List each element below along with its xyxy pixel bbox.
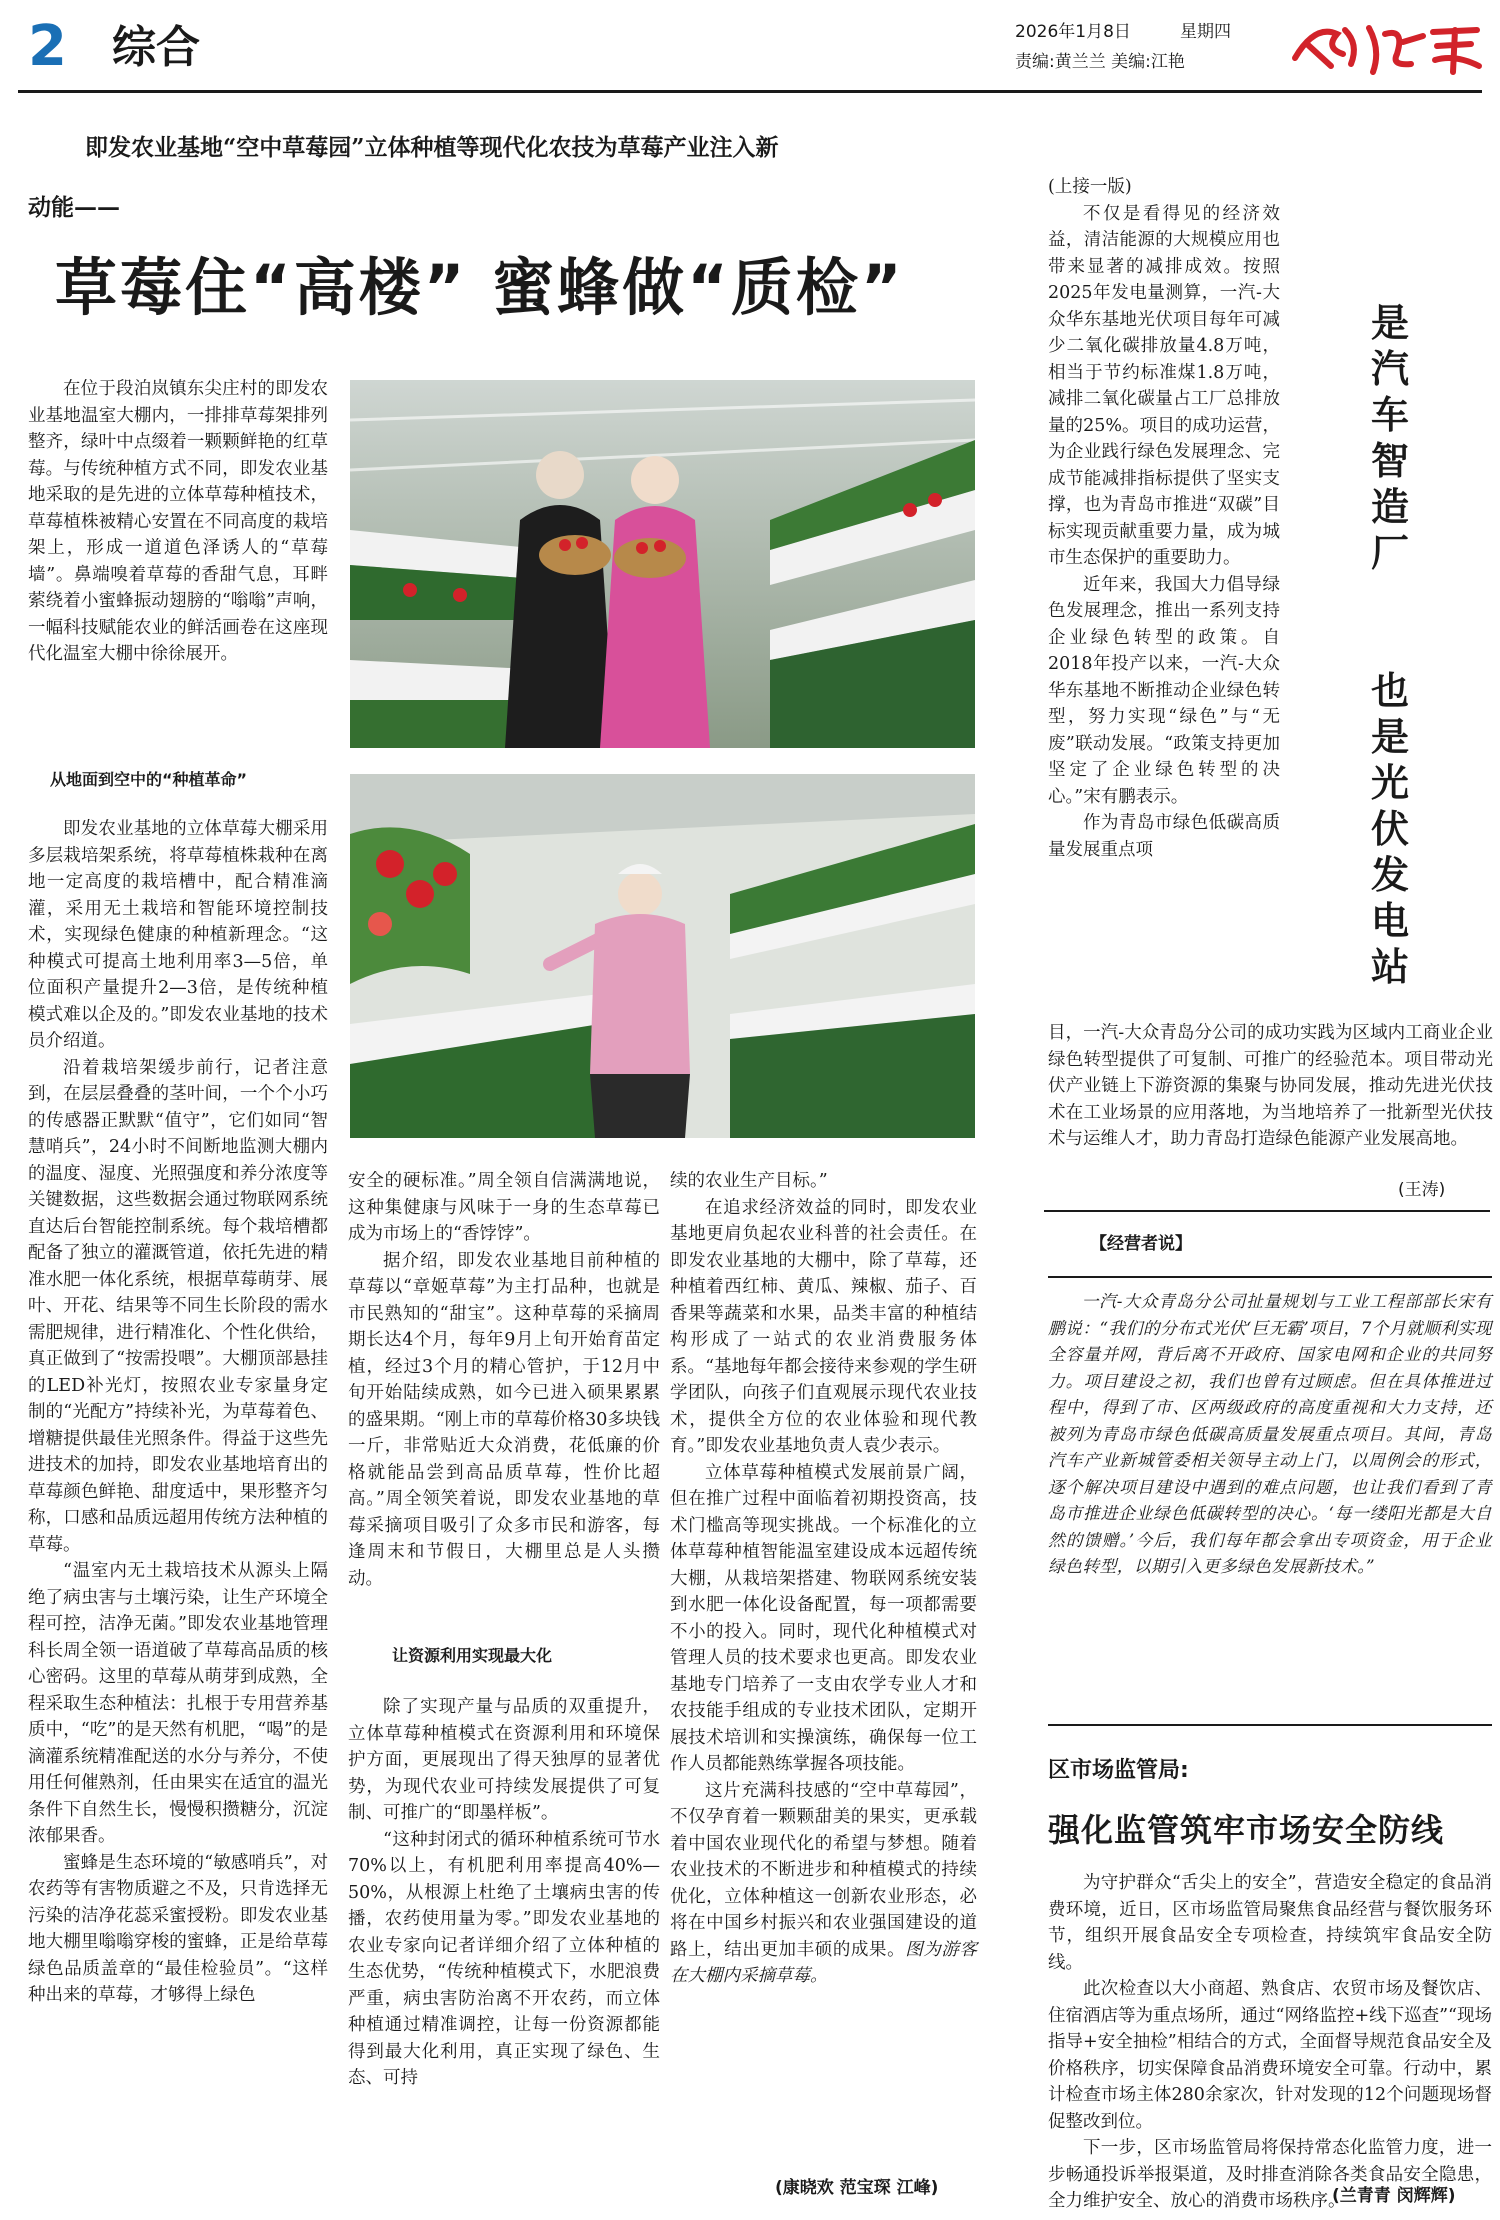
main-column-3	[670, 1168, 977, 2208]
header-rule	[18, 90, 1482, 93]
paragraph: 目，一汽-大众青岛分公司的成功实践为区域内工商业企业绿色转型提供了可复制、可推广的经验范本。项目带动光伏产业链上下游资源的集聚与协同发展，推动先进光伏技术在工业场景的应用落地，为当地培养了一批新型光伏技术与运维人才，助力青岛打造绿色能源产业发展高地。	[1048, 1023, 1493, 1149]
section-rule	[1044, 1210, 1490, 1212]
section-title: 综合	[112, 22, 200, 73]
intro-paragraph: 在位于段泊岚镇东尖庄村的即发农业基地温室大棚内，一排排草莓架排列整齐，绿叶中点缀着一颗颗鲜艳的红草莓。与传统种植方式不同，即发农业基地采取的是先进的立体草莓种植技术，草莓植株被精心安置在不同高度的栽培架上，形成一道道色泽诱人的“草莓墙”。鼻端嗅着草莓的香甜气息，耳畔萦绕着小蜜蜂振动翅膀的“嗡嗡”声响，一幅科技赋能农业的鲜活画卷在这座现代化温室大棚中徐徐展开。	[28, 379, 328, 664]
side-headline-char: 造	[1370, 485, 1409, 529]
side-byline: (王涛)	[1398, 1180, 1446, 1200]
paragraph-text: 这片充满科技感的“空中草莓园”，不仅孕育着一颗颗甜美的果实，更承载着中国农业现代化的希望与梦想。随着农业技术的不断进步和种植模式的持续优化，立体种植这一创新农业形态，必将在中国乡村振兴和农业强国建设的道路上，结出更加丰硕的成果。	[670, 1780, 977, 1960]
main-column-1	[28, 816, 328, 2196]
side-headline-char: 站	[1370, 945, 1409, 989]
paragraph: 近年来，我国大力倡导绿色发展理念，推出一系列支持企业绿色转型的政策。自2018年投产以来，一汽-大众华东基地不断推动企业绿色转型，努力实现“绿色”与“无废”联动发展。“政策支持更加坚定了企业绿色转型的决心。”宋有鹏表示。	[1048, 574, 1280, 807]
masthead-logo	[1285, 14, 1485, 80]
photo-caption: 图为游客在大棚内采摘草莓。	[670, 1939, 977, 1986]
main-intro	[28, 376, 328, 668]
paragraph: 作为青岛市绿色低碳高质量发展重点项	[1048, 813, 1280, 860]
side-headline-char: 厂	[1370, 531, 1409, 575]
quote-paragraph: 一汽-大众青岛分公司扯量规划与工业工程部部长宋有鹏说：“我们的分布式光伏‘巨无霸’项目，7个月就顺利实现全容量并网，背后离不开政府、国家电网和企业的共同努力。项目建设之初，我们也曾有过顾虑。但在具体推进过程中，得到了市、区两级政府的高度重视和大力支持，还被列为青岛市绿色低碳高质量发展重点项目。其间，青岛汽车产业新城管委相关领导主动上门，以周例会的形式，逐个解决项目建设中遇到的难点问题，也让我们看到了青岛市推进企业绿色低碳转型的决心。‘每一缕阳光都是大自然的馈赠。’今后，我们每年都会拿出专项资金，用于企业绿色转型，以期引入更多绿色发展新技术。”	[1048, 1291, 1492, 1576]
side-headline-char: 是	[1370, 715, 1409, 759]
side-headline-char: 伏	[1370, 807, 1409, 851]
paragraph: 除了实现产量与品质的双重提升，立体草莓种植模式在资源利用和环境保护方面，更展现出了得天独厚的显著优势，为现代农业可持续发展提供了可复制、可推广的“即墨样板”。	[348, 1697, 660, 1823]
page-number: 2	[28, 14, 67, 79]
side-column	[1048, 174, 1280, 863]
main-byline: (康晓欢 范宝琛 江峰)	[775, 2178, 939, 2198]
photo-greenhouse-visitors	[350, 380, 975, 748]
photo-visitors-image	[350, 380, 975, 748]
quote-box-text	[1048, 1288, 1492, 1580]
market-byline: (兰青青 闵辉辉)	[1332, 2186, 1456, 2206]
paragraph	[670, 1778, 977, 1990]
main-headline: 草莓住“高楼” 蜜蜂做“质检”	[55, 251, 905, 324]
main-subhead-1: 从地面到空中的“种植革命”	[50, 770, 248, 789]
market-headline: 强化监管筑牢市场安全防线	[1048, 1811, 1445, 1849]
side-headline-char: 汽	[1370, 347, 1409, 391]
box-label: 【经营者说】	[1090, 1234, 1192, 1254]
market-body	[1048, 1870, 1492, 2215]
side-headline-char: 也	[1370, 669, 1409, 713]
paragraph: 下一步，区市场监管局将保持常态化监管力度，进一步畅通投诉举报渠道，及时排查消除各类食品安全隐患，全力维护安全、放心的消费市场秩序。	[1048, 2138, 1492, 2211]
main-kicker: 即发农业基地“空中草莓园”立体种植等现代化农技为草莓产业注入新	[85, 134, 779, 161]
main-subhead-2: 让资源利用实现最大化	[392, 1646, 553, 1665]
paragraph: 立体草莓种植模式发展前景广阔，但在推广过程中面临着初期投资高，技术门槛高等现实挑战。一个标准化的立体草莓种植智能温室建设成本远超传统大棚，从栽培架搭建、物联网系统安装到水肥一体化设备配置，每一项都需要不小的投入。同时，现代化种植模式对管理人员的技术要求也更高。即发农业基地专门培养了一支由农学专业人才和农技能手组成的专业技术团队，定期开展技术培训和实操演练，确保每一位工作人员都能熟练掌握各项技能。	[670, 1462, 977, 1774]
continued-note: (上接一版)	[1048, 177, 1132, 197]
side-headline	[1350, 300, 1430, 990]
issue-date: 2026年1月8日	[1015, 22, 1131, 42]
side-headline-char: 车	[1370, 393, 1409, 437]
masthead-calligraphy-icon	[1285, 14, 1485, 80]
paragraph: 续的农业生产目标。”	[670, 1171, 828, 1191]
side-wide-paragraph	[1048, 1020, 1493, 1153]
photo-picking-image	[350, 774, 975, 1138]
paragraph: 在追求经济效益的同时，即发农业基地更肩负起农业科普的社会责任。在即发农业基地的大棚中，除了草莓，还种植着西红柿、黄瓜、辣椒、茄子、百香果等蔬菜和水果，品类丰富的种植结构形成了一站式的农业消费服务体系。“基地每年都会接待来参观的学生研学团队，向孩子们直观展示现代农业技术，提供全方位的农业体验和现代教育。”即发农业基地负责人袁少表示。	[670, 1197, 977, 1456]
issue-weekday: 星期四	[1180, 22, 1231, 42]
side-headline-char: 电	[1370, 899, 1409, 943]
main-kicker-cont: 动能——	[28, 194, 120, 221]
editors-credit: 责编:黄兰兰 美编:江艳	[1015, 52, 1185, 72]
side-headline-char: 发	[1370, 853, 1409, 897]
paragraph: 即发农业基地的立体草莓大棚采用多层栽培架系统，将草莓植株栽种在离地一定高度的栽培槽中，配合精准滴灌，采用无土栽培和智能环境控制技术，实现绿色健康的种植新理念。“这种模式可提高土地利用率3—5倍，单位面积产量提升2—3倍，是传统种植模式难以企及的。”即发农业基地的技术员介绍道。	[28, 819, 328, 1051]
side-headline-char	[1350, 622, 1430, 668]
paragraph: 沿着栽培架缓步前行，记者注意到，在层层叠叠的茎叶间，一个个小巧的传感器正默默“值守”，它们如同“智慧哨兵”，24小时不间断地监测大棚内的温度、湿度、光照强度和养分浓度等关键数据，这些数据会通过物联网系统直达后台智能控制系统。每个栽培槽都配备了独立的灌溉管道，依托先进的精准水肥一体化系统，根据草莓萌芽、展叶、开花、结果等不同生长阶段的需水需肥规律，进行精准化、个性化供给，真正做到了“按需投喂”。大棚顶部悬挂的LED补光灯，按照农业专家量身定制的“光配方”持续补光，为草莓着色、增糖提供最佳光照条件。得益于这些先进技术的加持，即发农业基地培育出的草莓颜色鲜艳、甜度适中，果形整齐匀称，口感和品质远超用传统方法种植的草莓。	[28, 1057, 328, 1555]
paragraph: 为守护群众“舌尖上的安全”，营造安全稳定的食品消费环境，近日，区市场监管局聚焦食品经营与餐饮服务环节，组织开展食品安全专项检查，持续筑牢食品安全防线。	[1048, 1873, 1492, 1973]
main-column-2b	[348, 1694, 660, 2092]
paragraph: “温室内无土栽培技术从源头上隔绝了病虫害与土壤污染，让生产环境全程可控，洁净无菌。”即发农业基地管理科长周全领一语道破了草莓高品质的核心密码。这里的草莓从萌芽到成熟，全程采取生态种植法：扎根于专用营养基质中，“吃”的是天然有机肥，“喝”的是滴灌系统精准配送的水分与养分，不使用任何催熟剂，任由果实在适宜的温光条件下自然生长，慢慢积攒糖分，沉淀浓郁果香。	[28, 1561, 328, 1846]
paragraph: “这种封闭式的循环种植系统可节水70%以上，有机肥利用率提高40%—50%，从根源上杜绝了土壤病虫害的传播，农药使用量为零。”即发农业基地的农业专家向记者详细介绍了立体种植的生态优势，“传统种植模式下，水肥浪费严重，病虫害防治离不开农药，而立体种植通过精准调控，让每一份资源都能得到最大化利用，真正实现了绿色、生态、可持	[348, 1829, 660, 2088]
side-headline-char	[1350, 576, 1430, 622]
paragraph: 安全的硬标准。”周全领自信满满地说，这种集健康与风味于一身的生态草莓已成为市场上的“香饽饽”。	[348, 1171, 660, 1244]
market-kicker: 区市场监管局:	[1048, 1758, 1189, 1783]
paragraph: 此次检查以大小商超、熟食店、农贸市场及餐饮店、住宿酒店等为重点场所，通过“网络监控+线下巡查”“现场指导+安全抽检”相结合的方式，全面督导规范食品安全及价格秩序，切实保障食品消费环境安全可靠。行动中，累计检查市场主体280余家次，针对发现的12个问题现场督促整改到位。	[1048, 1979, 1493, 2132]
side-headline-char: 光	[1370, 761, 1409, 805]
side-headline-char: 是	[1370, 301, 1409, 345]
side-headline-char: 智	[1370, 439, 1409, 483]
paragraph: 蜜蜂是生态环境的“敏感哨兵”，对农药等有害物质避之不及，只肯选择无污染的洁净花蕊采蜜授粉。即发农业基地大棚里嗡嗡穿梭的蜜蜂，正是给草莓绿色品质盖章的“最佳检验员”。“这样种出来的草莓，才够得上绿色	[28, 1852, 328, 2005]
paragraph: 不仅是看得见的经济效益，清洁能源的大规模应用也带来显著的减排成效。按照2025年发电量测算，一汽-大众华东基地光伏项目每年可减少二氧化碳排放量4.8万吨，相当于节约标准煤1.8万吨，减排二氧化碳量占工厂总排放量的25%。项目的成功运营，为企业践行绿色发展理念、完成节能减排指标提供了坚实支撑，也为青岛市推进“双碳”目标实现贡献重要力量，成为城市生态保护的重要助力。	[1048, 203, 1280, 568]
photo-picking-strawberries	[350, 774, 975, 1138]
paragraph: 据介绍，即发农业基地目前种植的草莓以“章姬草莓”为主打品种，也就是市民熟知的“甜宝”。这种草莓的采摘周期长达4个月，每年9月上旬开始育苗定植，经过3个月的精心管护，于12月中旬开始陆续成熟，如今已进入硕果累累的盛果期。“刚上市的草莓价格30多块钱一斤，非常贴近大众消费，花低廉的价格就能品尝到高品质草莓，性价比超高。”周全领笑着说，即发农业基地的草莓采摘项目吸引了众多市民和游客，每逢周末和节假日，大棚里总是人头攒动。	[348, 1250, 660, 1589]
